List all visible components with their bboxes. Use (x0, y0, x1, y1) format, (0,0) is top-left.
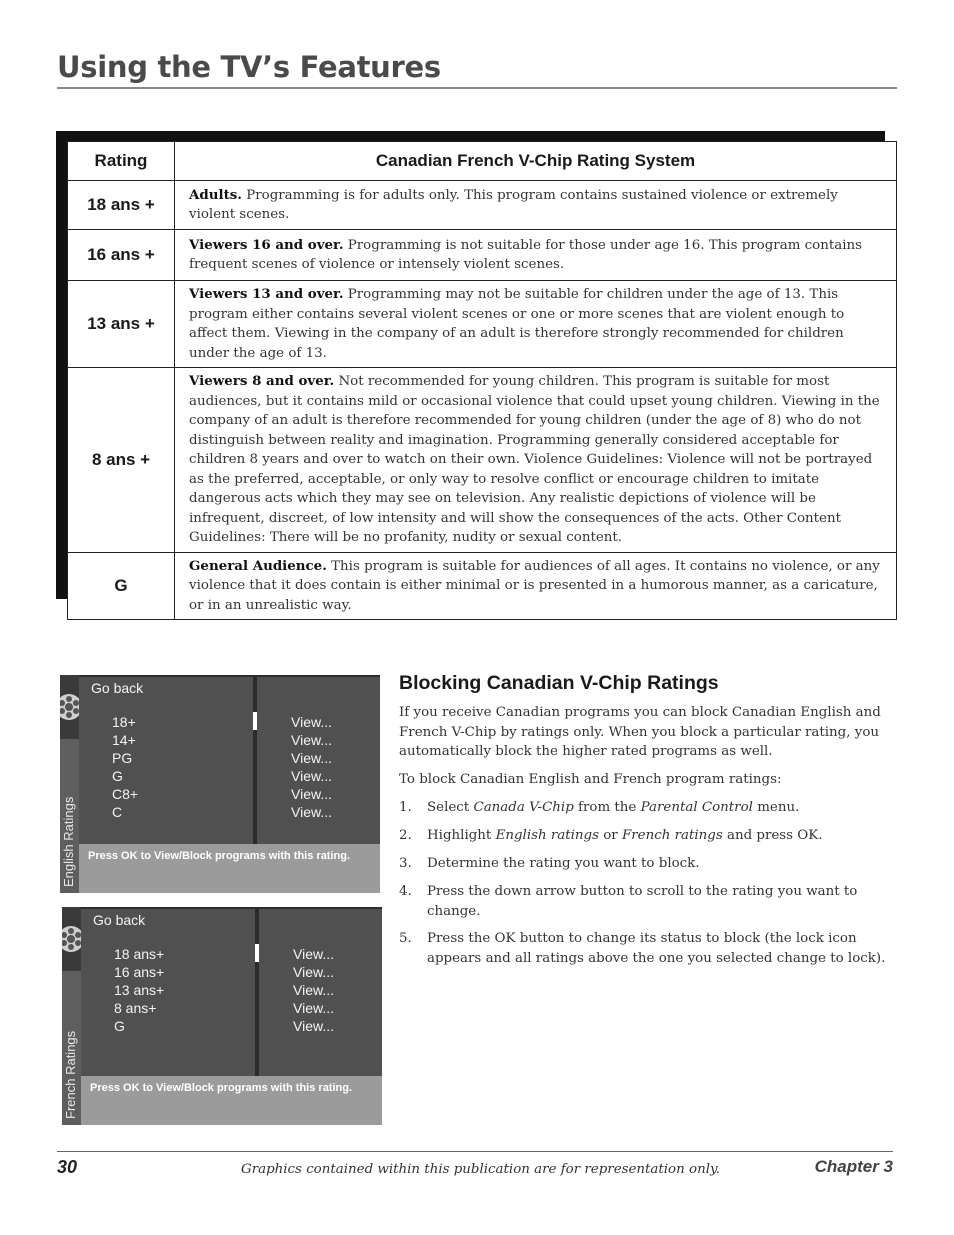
view-list (291, 713, 332, 821)
menu-item-g[interactable]: G (114, 1018, 125, 1034)
description-lead: Adults. (189, 186, 242, 203)
view-button[interactable]: View... (291, 714, 332, 730)
view-button[interactable]: View... (291, 750, 332, 766)
go-back-button[interactable]: Go back (93, 912, 146, 928)
menu-item-8-ans-plus[interactable]: 8 ans+ (114, 1000, 157, 1016)
page-number: 30 (57, 1157, 78, 1177)
go-back-button[interactable]: Go back (91, 680, 144, 696)
rating-cell: 13 ans + (68, 281, 175, 368)
step-number: 3. (399, 856, 412, 871)
view-button[interactable]: View... (291, 732, 332, 748)
menu-divider (255, 907, 259, 1076)
selection-cursor (253, 712, 257, 730)
view-list (293, 945, 334, 1035)
view-button[interactable]: View... (293, 1000, 334, 1016)
view-button[interactable]: View... (291, 786, 332, 802)
intro-paragraph: If you receive Canadian programs you can block Canadian English and French V-Chip by ratings only. When you block a particular rating, you automatically block the higher rated programs as well. (399, 705, 881, 759)
step-number: 2. (399, 828, 412, 843)
column-header-rating: Rating (68, 142, 175, 181)
view-button[interactable]: View... (293, 964, 334, 980)
step-text: Highlight English ratings or French ratings and press OK. (427, 828, 823, 843)
description-text: Programming is for adults only. This program contains sustained violence or extremely violent scenes. (189, 187, 838, 222)
menu-item-18plus[interactable]: 18+ (112, 714, 136, 730)
step-text: Select Canada V-Chip from the Parental Control menu. (427, 800, 800, 815)
step-number: 1. (399, 800, 412, 815)
column-header-system: Canadian French V-Chip Rating System (175, 142, 897, 181)
menu-hint: Press OK to View/Block programs with this rating. (79, 844, 380, 893)
step-number: 4. (399, 884, 412, 899)
description-cell (175, 281, 897, 368)
menu-item-18-ans-plus[interactable]: 18 ans+ (114, 946, 165, 962)
table-row (68, 281, 897, 368)
rating-list (112, 713, 138, 821)
menu-divider (253, 675, 257, 844)
step-text: Determine the rating you want to block. (427, 856, 700, 871)
table-header-row (68, 142, 897, 181)
description-cell (175, 552, 897, 620)
rating-table (67, 141, 897, 620)
view-button[interactable]: View... (291, 768, 332, 784)
step-text: Press the OK button to change its status to block (the lock icon appears and all ratings above the one you selected change to lock). (427, 931, 886, 966)
description-lead: Viewers 8 and over. (189, 373, 335, 389)
menu-item-c[interactable]: C (112, 804, 123, 820)
view-button[interactable]: View... (293, 982, 334, 998)
table-row (68, 552, 897, 620)
footer-note: Graphics contained within this publication are for representation only. (241, 1162, 721, 1177)
description-cell (175, 230, 897, 281)
rating-cell: 18 ans + (68, 181, 175, 230)
french-ratings-menu (62, 907, 382, 1125)
view-button[interactable]: View... (293, 946, 334, 962)
description-cell (175, 181, 897, 230)
menu-item-14plus[interactable]: 14+ (112, 732, 136, 748)
menu-hint: Press OK to View/Block programs with this rating. (81, 1076, 382, 1125)
menu-item-pg[interactable]: PG (112, 750, 133, 766)
rating-cell: G (68, 552, 175, 620)
description-text: This program is suitable for audiences of all ages. It contains no violence, or any violence that it does contain is either minimal or is presented in a humorous manner, as a caricature, or in an unrealistic way. (189, 558, 880, 613)
menu-item-13-ans-plus[interactable]: 13 ans+ (114, 982, 165, 998)
menu-side-label: English Ratings (61, 796, 76, 887)
description-cell (175, 368, 897, 553)
lead-in-paragraph: To block Canadian English and French program ratings: (399, 772, 782, 787)
menu-item-c8plus[interactable]: C8+ (112, 786, 139, 802)
menu-top-border (81, 907, 382, 909)
menu-side-label: French Ratings (63, 1030, 78, 1119)
description-text: Programming is not suitable for those under age 16. This program contains frequent scenes of violence or intensely violent scenes. (189, 237, 862, 272)
description-lead: Viewers 16 and over. (189, 236, 344, 253)
description-text: Not recommended for young children. This program is suitable for most audiences, but it contains mild or occasional violence that could upset young children. Viewing in the company of an adult is therefore recommended for young children (under the age of 8) who do not distinguish between reality and imagination. Programming generally considered acceptable for children 8 years and over to watch on their own. Violence Guidelines: Violence will not be portrayed as the preferred, acceptable, or only way to resolve conflict or encourage children to imitate dangerous acts which they may see on television. Any realistic depictions of violence will be infrequent, discreet, of low intensity and will show the consequences of the acts. Other Content Guidelines: There will be no profanity, nudity or sexual content. (189, 374, 880, 545)
menu-item-g[interactable]: G (112, 768, 123, 784)
table-row (68, 230, 897, 281)
rating-cell: 8 ans + (68, 368, 175, 553)
rating-cell: 16 ans + (68, 230, 175, 281)
title-divider (57, 87, 897, 89)
table-row (68, 368, 897, 553)
description-lead: General Audience. (189, 557, 327, 574)
section-heading: Blocking Canadian V-Chip Ratings (399, 672, 719, 694)
step-text: Press the down arrow button to scroll to the rating you want to change. (427, 884, 858, 919)
description-text: Programming may not be suitable for children under the age of 13. This program either contains several violent scenes or one or more scenes that are violent enough to affect them. Viewing in the company of an adult is therefore strongly recommended for children under the age of 13. (189, 287, 845, 361)
page-title: Using the TV’s Features (57, 50, 441, 84)
footer-divider (57, 1151, 893, 1152)
chapter-label: Chapter 3 (814, 1157, 893, 1176)
step-number: 5. (399, 931, 412, 946)
menu-top-border (79, 675, 380, 677)
view-button[interactable]: View... (291, 804, 332, 820)
rating-list (114, 945, 164, 1035)
menu-item-16-ans-plus[interactable]: 16 ans+ (114, 964, 165, 980)
selection-cursor (255, 944, 259, 962)
film-reel-icon (60, 675, 79, 739)
description-lead: Viewers 13 and over. (189, 286, 344, 302)
film-reel-icon (62, 907, 81, 971)
english-ratings-menu (60, 675, 380, 893)
view-button[interactable]: View... (293, 1018, 334, 1034)
table-row (68, 181, 897, 230)
